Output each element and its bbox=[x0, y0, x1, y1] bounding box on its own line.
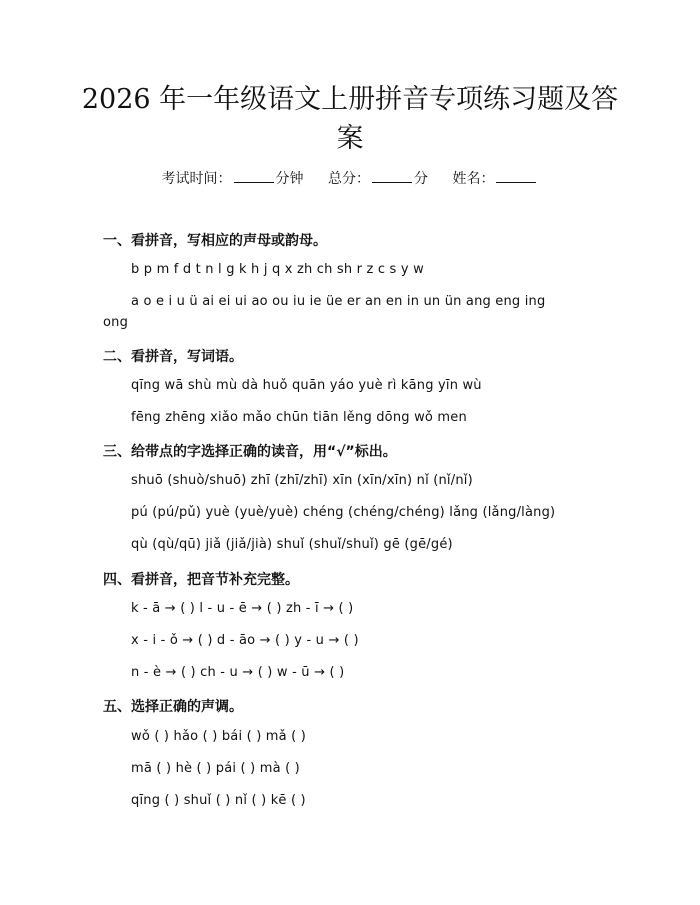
section-4-line-2: x - i - ǒ → ( ) d - āo → ( ) y - u → ( ) bbox=[131, 633, 359, 648]
total-score bbox=[328, 171, 432, 187]
document-title bbox=[70, 80, 630, 158]
section-1-line-2: a o e i u ü ai ei ui ao ou iu ie üe er an en in un ün ang eng ing bbox=[131, 294, 546, 309]
section-4-heading: 四、看拼音，把音节补充完整。 bbox=[103, 572, 299, 588]
total-score-blank bbox=[372, 170, 412, 183]
section-2-line-1: qīng wā shù mù dà huǒ quān yáo yuè rì kāng yīn wù bbox=[131, 378, 482, 393]
section-2-heading: 二、看拼音，写词语。 bbox=[103, 349, 243, 365]
total-score-unit: 分 bbox=[414, 171, 428, 187]
exam-time-blank bbox=[234, 170, 274, 183]
section-5-line-1: wǒ ( ) hǎo ( ) bái ( ) mǎ ( ) bbox=[131, 729, 307, 744]
section-3-heading: 三、给带点的字选择正确的读音，用“√”标出。 bbox=[103, 444, 397, 460]
section-5-line-3: qīng ( ) shuǐ ( ) nǐ ( ) kē ( ) bbox=[131, 793, 306, 808]
section-2-line-2: fēng zhēng xiǎo mǎo chūn tiān lěng dōng wǒ men bbox=[131, 410, 467, 425]
title-line-1: 2026 年一年级语文上册拼音专项练习题及答 bbox=[81, 84, 619, 115]
section-3-line-2: pú (pú/pǔ) yuè (yuè/yuè) chéng (chéng/chéng) lǎng (lǎng/làng) bbox=[131, 505, 556, 520]
section-3-line-1: shuō (shuò/shuō) zhī (zhī/zhī) xīn (xīn/xīn) nǐ (nǐ/nǐ) bbox=[131, 473, 473, 488]
section-1-line-1: b p m f d t n l g k h j q x zh ch sh r z c s y w bbox=[131, 262, 424, 277]
section-4-line-1: k - ā → ( ) l - u - ē → ( ) zh - ī → ( ) bbox=[131, 601, 354, 616]
section-5-heading: 五、选择正确的声调。 bbox=[103, 699, 243, 715]
title-line-2: 案 bbox=[336, 123, 364, 154]
total-score-label: 总分： bbox=[328, 171, 370, 187]
section-5-line-2: mā ( ) hè ( ) pái ( ) mà ( ) bbox=[131, 761, 300, 776]
exam-time-label: 考试时间： bbox=[161, 171, 232, 187]
student-name-label: 姓名： bbox=[452, 171, 495, 187]
section-3-line-3: qù (qù/qū) jiǎ (jiǎ/jià) shuǐ (shuǐ/shuǐ) gē (gē/gé) bbox=[131, 537, 453, 552]
student-name bbox=[452, 171, 538, 187]
section-4-line-3: n - è → ( ) ch - u → ( ) w - ū → ( ) bbox=[131, 665, 345, 680]
exam-time-unit: 分钟 bbox=[275, 171, 304, 187]
student-name-blank bbox=[496, 170, 536, 183]
exam-time bbox=[162, 171, 308, 187]
section-1-line-3: ong bbox=[103, 315, 129, 330]
exam-info bbox=[0, 168, 700, 188]
section-1-heading: 一、看拼音，写相应的声母或韵母。 bbox=[103, 233, 327, 249]
